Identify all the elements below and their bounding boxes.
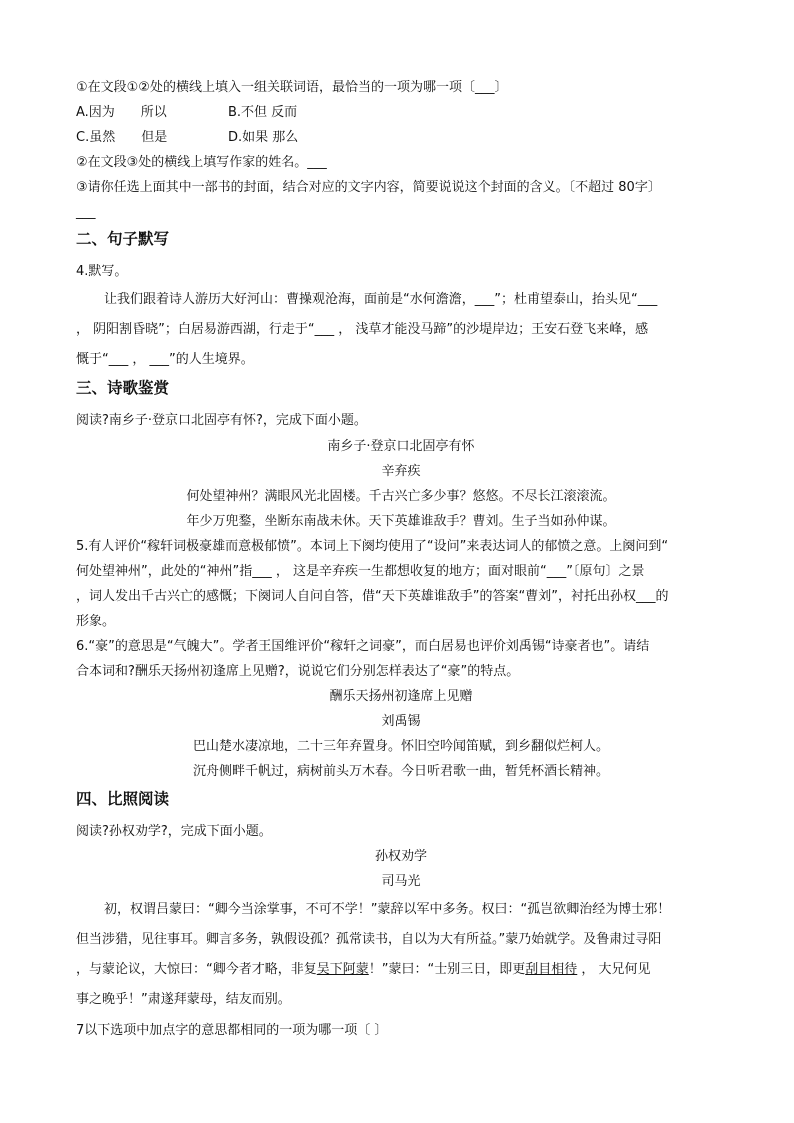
prose-line-3-a: ，与蒙论议，大惊曰：“卿今者才略，非复 — [76, 962, 317, 977]
poem1-line-2: 年少万兜鍪，坐断东南战未休。天下英雄谁敌手？曹刘。生子当如孙仲谋。 — [186, 514, 616, 529]
poem1-line-1: 何处望神州？满眼风光北固楼。千古兴亡多少事？悠悠。不尽长江滚滚流。 — [186, 489, 616, 504]
prose-title: 孙权劝学 — [374, 849, 427, 864]
underlined-phrase-guamu-xiangdai: 刮目相待 — [525, 962, 578, 977]
poem2-title: 酬乐天扬州初逢席上见赠 — [329, 689, 473, 704]
prose-line-2: 但当涉猎，见往事耳。卿言多务，孰假设孤？孤常读书，自以为大有所益。”蒙乃始就学。及鲁肃过寻阳 — [76, 932, 662, 947]
poem2-line-1: 巴山楚水凄凉地，二十三年弃置身。怀旧空吟闻笛赋，到乡翻似烂柯人。 — [192, 739, 609, 754]
prose-line-3-c: ， 大兄何见 — [577, 962, 651, 977]
q6-line-2: 合本词和?酬乐天扬州初逢席上见赠?，说说它们分别怎样表达了“豪”的特点。 — [76, 664, 520, 679]
question-sub2: ②在文段③处的横线上填写作家的姓名。___ — [76, 155, 327, 170]
poem2-line-2: 沉舟侧畔千帆过，病树前头万木春。今日听君歌一曲，暂凭杯酒长精神。 — [192, 764, 609, 779]
poem1-author: 辛弃疾 — [381, 464, 421, 479]
poem2-author: 刘禹锡 — [381, 714, 421, 729]
q5-line-4: 形象。 — [76, 614, 116, 629]
q6-line-1: 6.“豪”的意思是“气魄大”。学者王国维评价“稼轩之词豪”，而白居易也评价刘禹锡“诗豪者也”。请结 — [76, 639, 650, 654]
option-a: A.因为 所以 — [76, 105, 167, 120]
q5-line-1: 5.有人评价“稼轩词极豪雄而意极郁愤”。本词上下阕均使用了“设问”来表达词人的郁愤之意。上阕问到“ — [76, 539, 669, 554]
option-c: C.虽然 但是 — [76, 130, 168, 145]
prose-line-1: 初，权谓吕蒙曰：“卿今当涂掌事，不可不学！”蒙辞以军中多务。权曰：“孤岂欲卿治经为博士邪！ — [104, 902, 671, 917]
question-sub3: ③请你任选上面其中一部书的封面，结合对应的文字内容，简要说说这个封面的含义。〔不超过 80字〕 — [76, 180, 661, 195]
section-heading-3: 三、诗歌鉴赏 — [76, 379, 170, 397]
section-heading-2: 二、句子默写 — [76, 230, 170, 248]
reading-intro-1: 阅读?南乡子·登京口北固亭有怀?，完成下面小题。 — [76, 413, 367, 428]
reading-intro-2: 阅读?孙权劝学?，完成下面小题。 — [76, 824, 272, 839]
options-row-1 — [76, 103, 726, 123]
section-heading-4: 四、比照阅读 — [76, 790, 170, 808]
q4-line-3: 慨于“___ ， ___”的人生境界。 — [76, 352, 254, 367]
underlined-phrase-wuxia-ameng: 吴下阿蒙 — [316, 962, 369, 977]
question-sub1: ①在文段①②处的横线上填入一组关联词语，最恰当的一项为哪一项〔___〕 — [76, 80, 508, 95]
question-sub3-blank: ___ — [76, 205, 96, 220]
options-row-2 — [76, 128, 726, 148]
option-b: B.不但 反而 — [228, 105, 298, 120]
q4-line-2: ， 阴阳割昏晓”；白居易游西湖，行走于“___ ， 浅草才能没马蹄”的沙堤岸边；王安石登飞来峰，感 — [76, 322, 649, 337]
prose-line-4: 事之晚乎！”肃遂拜蒙母，结友而别。 — [76, 992, 291, 1007]
prose-author: 司马光 — [381, 874, 421, 889]
prose-line-3-b: ！”蒙曰：“士别三日，即更 — [368, 962, 526, 977]
q5-line-3: ，词人发出千古兴亡的感慨；下阕词人自问自答，借“天下英雄谁敌手”的答案“曹刘”，衬托出孙权___的 — [76, 589, 669, 604]
poem1-title: 南乡子·登京口北固亭有怀 — [327, 439, 475, 454]
q5-line-2: 何处望神州”，此处的“神州”指___ ， 这是辛弃疾一生都想收复的地方；面对眼前“___”〔原句〕之景 — [76, 564, 645, 579]
question-7: 7以下选项中加点字的意思都相同的一项为哪一项〔 〕 — [76, 1023, 388, 1038]
prose-line-3 — [76, 960, 726, 980]
option-d: D.如果 那么 — [228, 130, 299, 145]
question-4: 4.默写。 — [76, 264, 128, 279]
q4-line-1: 让我们跟着诗人游历大好河山：曹操观沧海，面前是“水何澹澹，___”；杜甫望泰山，抬头见“___ — [104, 292, 658, 307]
